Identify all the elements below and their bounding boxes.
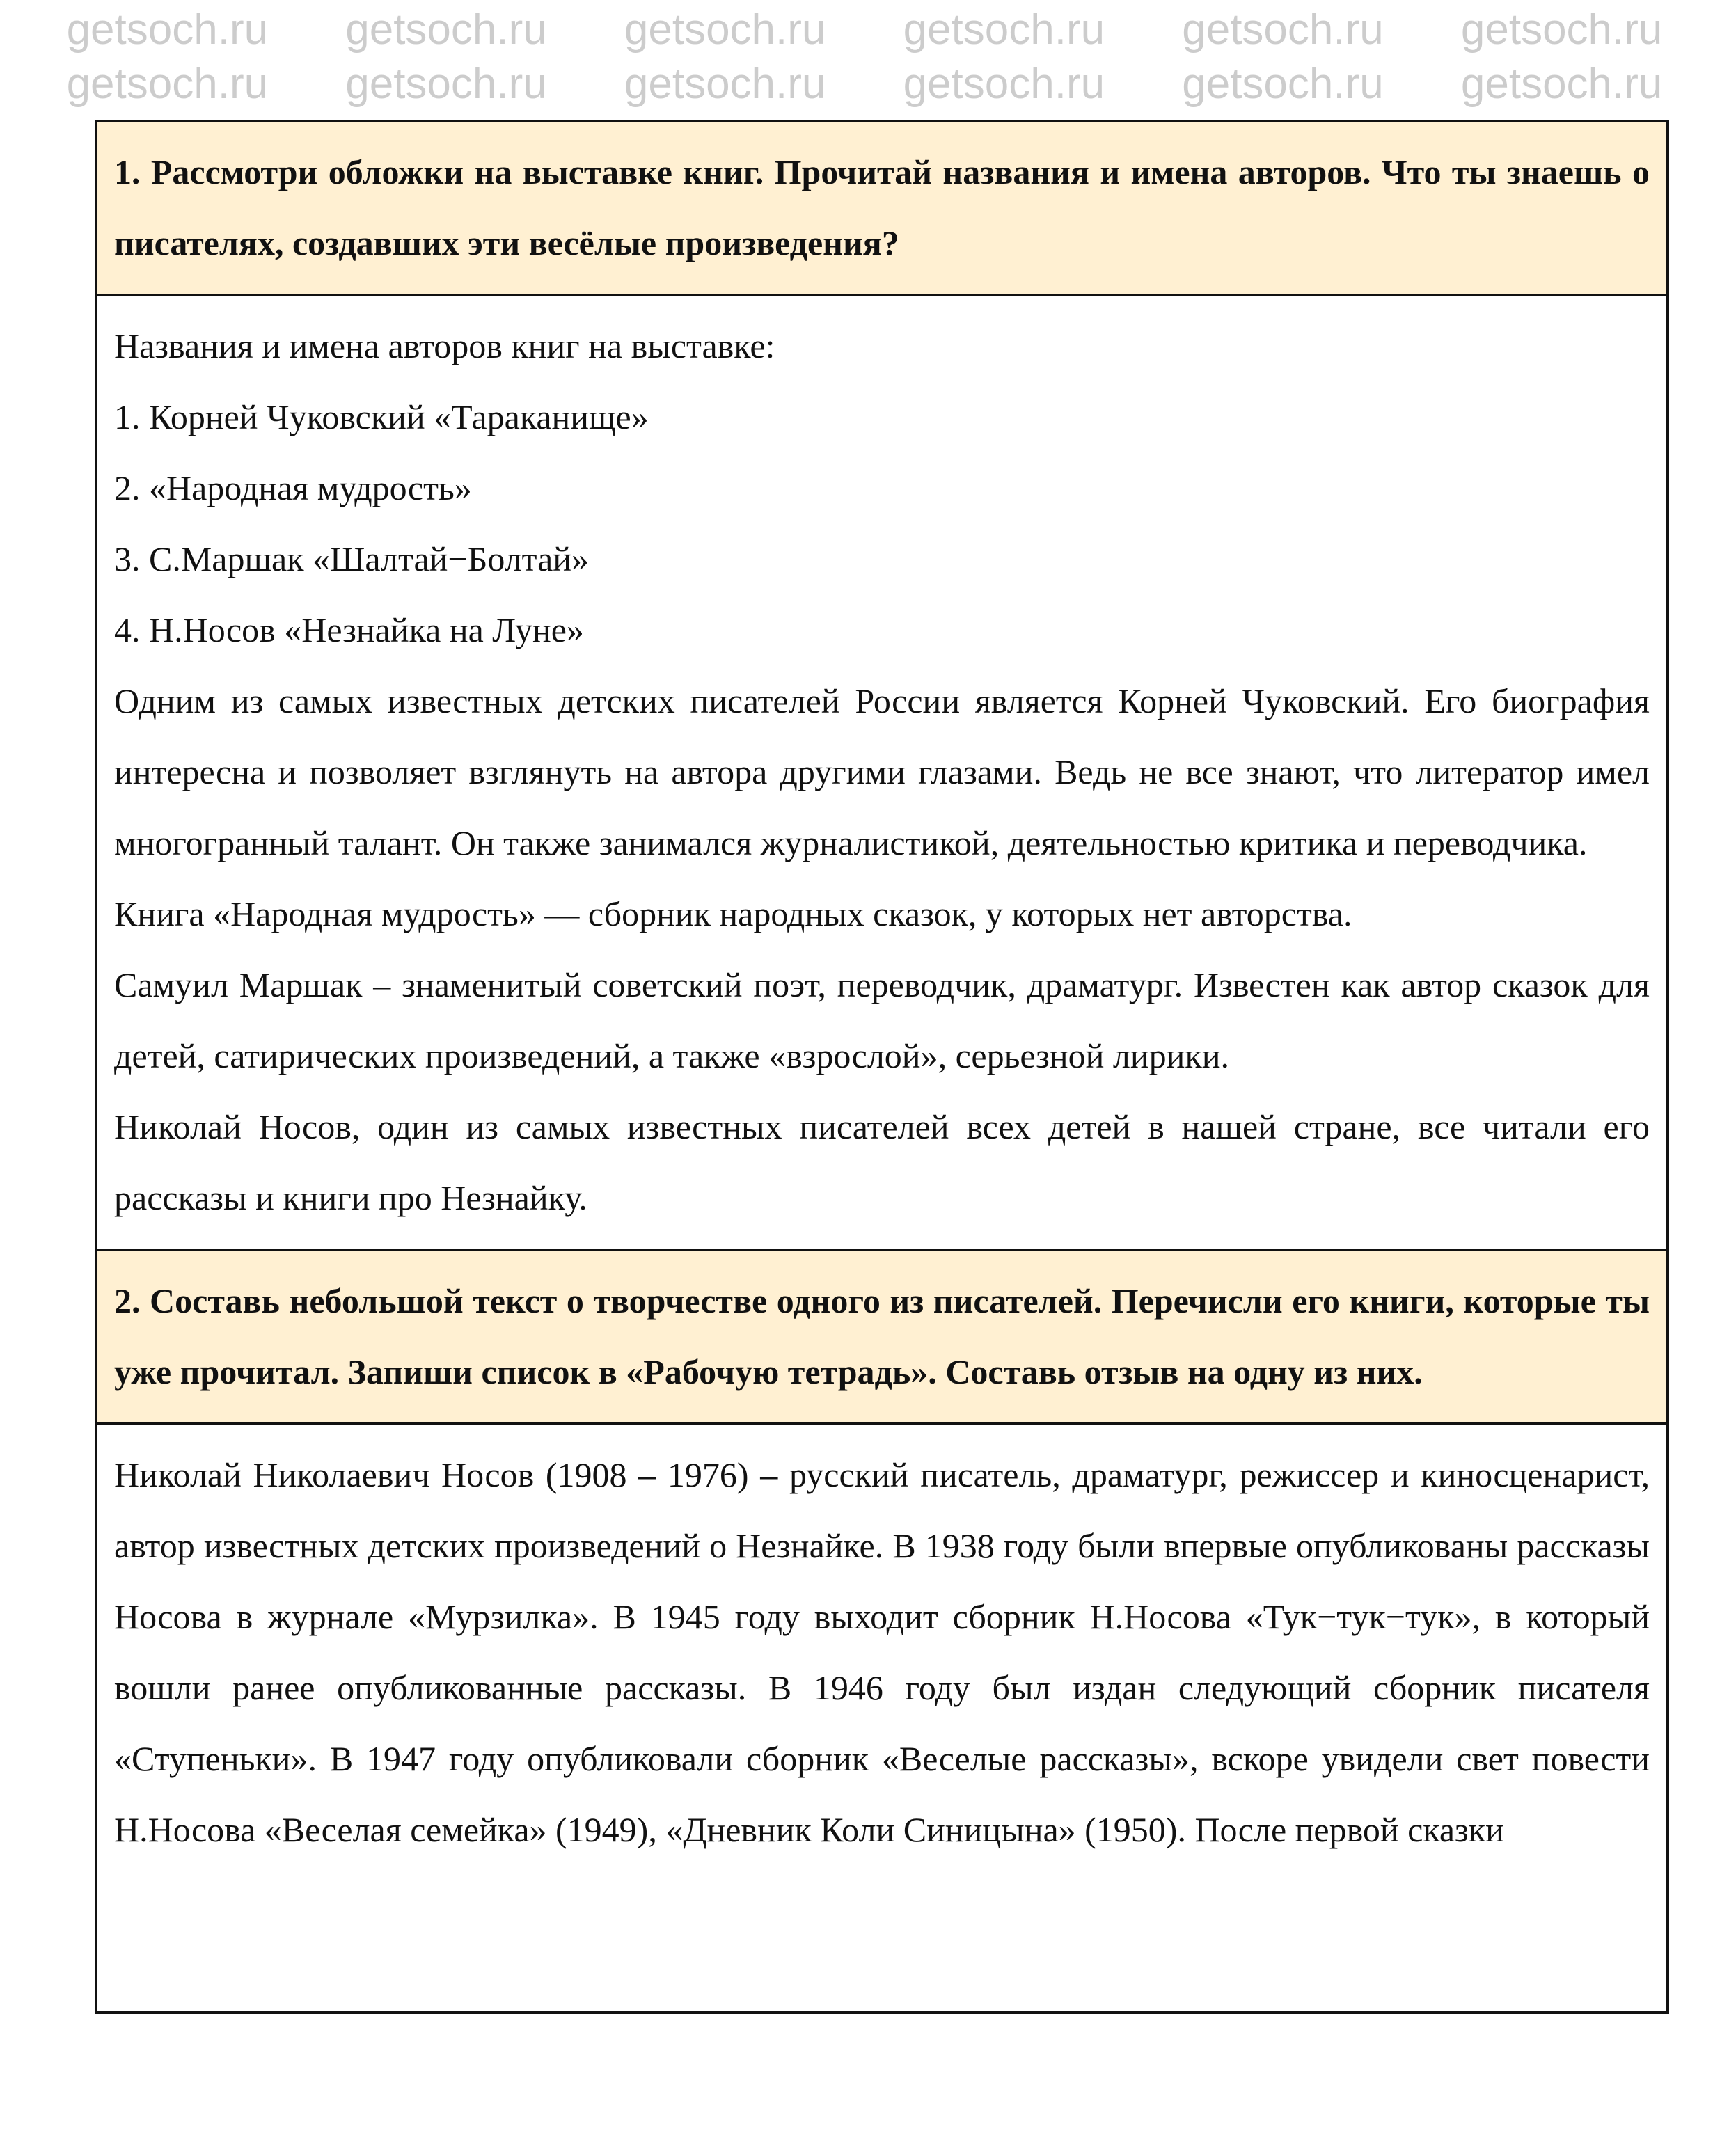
watermark: getsoch.ru bbox=[1460, 60, 1663, 108]
watermark: getsoch.ru bbox=[66, 6, 269, 54]
answer-paragraph: Николай Носов, один из самых известных писателей всех детей в нашей стране, все читали его рассказы и книги про Незнайку. bbox=[114, 1107, 1650, 1217]
book-list-item: 4. Н.Носов «Незнайка на Луне» bbox=[114, 610, 584, 649]
book-list-item: 3. С.Маршак «Шалтай−Болтай» bbox=[114, 539, 590, 578]
answer-paragraph: Николай Николаевич Носов (1908 – 1976) – русский писатель, драматург, режиссер и киносценарист, автор известных детских произведений о Незнайке. В 1938 году были впервые опубликованы рассказы Носова в журнале «Мурзилка». В 1945 году выходит сборник Н.Носова «Тук−тук−тук», в который вошли ранее опубликованные рассказы. В 1946 году был издан следующий сборник писателя «Ступеньки». В 1947 году опубликовали сборник «Веселые рассказы», вскоре увидели свет повести Н.Носова «Веселая семейка» (1949), «Дневник Коли Синицына» (1950). После первой сказки bbox=[114, 1455, 1650, 1849]
task-2-answer bbox=[97, 1425, 1666, 2014]
question-text: 2. Составь небольшой текст о творчестве одного из писателей. Перечисли его книги, которые ты уже прочитал. Запиши список в «Рабочую тетрадь». Составь отзыв на одну из них. bbox=[114, 1281, 1650, 1391]
watermark: getsoch.ru bbox=[624, 6, 826, 54]
watermark: getsoch.ru bbox=[624, 60, 826, 108]
watermark: getsoch.ru bbox=[903, 6, 1105, 54]
answer-paragraph: Книга «Народная мудрость» — сборник народных сказок, у которых нет авторства. bbox=[114, 894, 1352, 933]
watermark: getsoch.ru bbox=[903, 60, 1105, 108]
task-2-question bbox=[97, 1251, 1666, 1425]
watermark: getsoch.ru bbox=[1182, 60, 1384, 108]
task-1-answer bbox=[97, 296, 1666, 1251]
question-text: 1. Рассмотри обложки на выставке книг. Прочитай названия и имена авторов. Что ты знаешь о писателях, создавших эти весёлые произведения? bbox=[114, 152, 1650, 262]
watermark: getsoch.ru bbox=[1182, 6, 1384, 54]
answer-paragraph: Названия и имена авторов книг на выставке: bbox=[114, 326, 775, 365]
watermark: getsoch.ru bbox=[1460, 6, 1663, 54]
watermark: getsoch.ru bbox=[345, 6, 547, 54]
book-list-item: 1. Корней Чуковский «Тараканище» bbox=[114, 397, 649, 436]
watermark-strip bbox=[28, 3, 1701, 114]
watermark: getsoch.ru bbox=[345, 60, 547, 108]
book-list-item: 2. «Народная мудрость» bbox=[114, 468, 472, 507]
watermark: getsoch.ru bbox=[66, 60, 269, 108]
task-1-question bbox=[97, 122, 1666, 296]
answer-paragraph: Самуил Маршак – знаменитый советский поэт, переводчик, драматург. Известен как автор сказок для детей, сатирических произведений, а также «взрослой», серьезной лирики. bbox=[114, 965, 1650, 1075]
answer-paragraph: Одним из самых известных детских писателей России является Корней Чуковский. Его биография интересна и позволяет взглянуть на автора другими глазами. Ведь не все знают, что литератор имел многогранный талант. Он также занимался журналистикой, деятельностью критика и переводчика. bbox=[114, 681, 1650, 862]
qa-table bbox=[95, 120, 1669, 2014]
